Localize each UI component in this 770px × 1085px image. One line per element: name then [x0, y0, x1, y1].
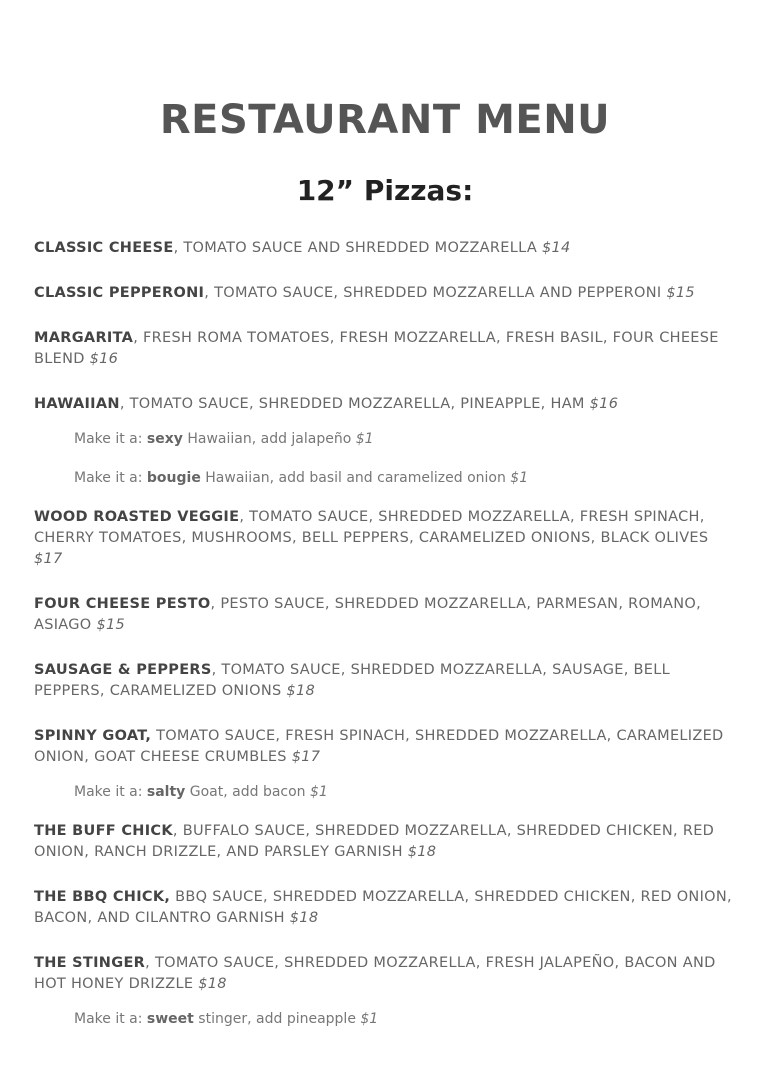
item-description: , TOMATO SAUCE AND SHREDDED MOZZARELLA: [173, 240, 542, 256]
item-price: $17: [34, 551, 63, 567]
variant-description: Hawaiian, add jalapeño: [182, 431, 356, 447]
item-price: $16: [589, 396, 619, 412]
item-description: , TOMATO SAUCE, SHREDDED MOZZARELLA AND PEPPERONI: [204, 285, 667, 301]
variant-price: $1: [310, 784, 328, 800]
variant-prefix: Make it a:: [74, 1011, 147, 1027]
item-name: MARGARITA: [34, 330, 134, 346]
item-variant: [74, 1009, 738, 1030]
section-heading-pizzas: 12” Pizzas:: [296, 174, 474, 207]
item-description: , TOMATO SAUCE, SHREDDED MOZZARELLA, FRESH SPINACH, CHERRY TOMATOES, MUSHROOMS, BELL PEPPERS, CARAMELIZED ONIONS, BLACK OLIVES: [34, 509, 709, 546]
item-name: SAUSAGE & PEPPERS: [34, 662, 212, 678]
item-price: $18: [286, 683, 315, 699]
variant-prefix: Make it a:: [74, 431, 147, 447]
item-description: , TOMATO SAUCE, SHREDDED MOZZARELLA, SAUSAGE, BELL PEPPERS, CARAMELIZED ONIONS: [34, 662, 670, 699]
item-description: TOMATO SAUCE, FRESH SPINACH, SHREDDED MOZZARELLA, CARAMELIZED ONION, GOAT CHEESE CRUMBLES: [34, 728, 724, 765]
item-price: $15: [96, 617, 126, 633]
variant-prefix: Make it a:: [74, 784, 147, 800]
menu-list: [34, 238, 738, 1048]
menu-item: [34, 953, 738, 995]
item-variant: [74, 468, 738, 489]
variant-prefix: Make it a:: [74, 470, 147, 486]
item-price: $17: [291, 749, 321, 765]
menu-item: [34, 328, 738, 370]
variant-keyword: sweet: [146, 1011, 194, 1027]
item-description: , TOMATO SAUCE, SHREDDED MOZZARELLA, FRESH JALAPEÑO, BACON AND HOT HONEY DRIZZLE: [34, 955, 716, 992]
item-price: $18: [198, 976, 227, 992]
variant-description: Goat, add bacon: [185, 784, 310, 800]
item-price: $15: [666, 285, 695, 301]
item-name: WOOD ROASTED VEGGIE: [34, 509, 240, 525]
item-description: , TOMATO SAUCE, SHREDDED MOZZARELLA, PINEAPPLE, HAM: [119, 396, 590, 412]
menu-item: [34, 507, 738, 570]
variant-description: Hawaiian, add basil and caramelized onion: [200, 470, 511, 486]
item-price: $18: [289, 910, 319, 926]
variant-keyword: bougie: [146, 470, 201, 486]
item-name: THE STINGER: [34, 955, 146, 971]
item-name: CLASSIC PEPPERONI: [34, 285, 205, 301]
variant-keyword: salty: [146, 784, 186, 800]
item-variant: [74, 782, 738, 803]
item-name: THE BBQ CHICK,: [34, 889, 171, 905]
item-name: THE BUFF CHICK: [34, 823, 173, 839]
item-price: $16: [89, 351, 119, 367]
variant-keyword: sexy: [146, 431, 183, 447]
item-name: CLASSIC CHEESE: [34, 240, 174, 256]
menu-title: RESTAURANT MENU: [159, 97, 611, 143]
item-description: , FRESH ROMA TOMATOES, FRESH MOZZARELLA, FRESH BASIL, FOUR CHEESE BLEND: [34, 330, 719, 367]
menu-item: [34, 660, 738, 702]
item-description: , BUFFALO SAUCE, SHREDDED MOZZARELLA, SHREDDED CHICKEN, RED ONION, RANCH DRIZZLE, AND PARSLEY GARNISH: [34, 823, 715, 860]
item-price: $14: [541, 240, 571, 256]
menu-item: [34, 821, 738, 863]
menu-item: [34, 394, 738, 415]
menu-item: [34, 283, 738, 304]
variant-description: stinger, add pineapple: [193, 1011, 361, 1027]
item-description: , PESTO SAUCE, SHREDDED MOZZARELLA, PARMESAN, ROMANO, ASIAGO: [34, 596, 702, 633]
item-variant: [74, 429, 738, 450]
menu-item: [34, 726, 738, 768]
item-description: BBQ SAUCE, SHREDDED MOZZARELLA, SHREDDED CHICKEN, RED ONION, BACON, AND CILANTRO GARNISH: [34, 889, 732, 926]
item-name: HAWAIIAN: [34, 396, 120, 412]
menu-item: [34, 594, 738, 636]
item-name: SPINNY GOAT,: [34, 728, 152, 744]
variant-price: $1: [360, 1011, 379, 1027]
menu-item: [34, 238, 738, 259]
item-price: $18: [407, 844, 437, 860]
menu-item: [34, 887, 738, 929]
variant-price: $1: [355, 431, 374, 447]
item-name: FOUR CHEESE PESTO: [34, 596, 211, 612]
variant-price: $1: [510, 470, 529, 486]
